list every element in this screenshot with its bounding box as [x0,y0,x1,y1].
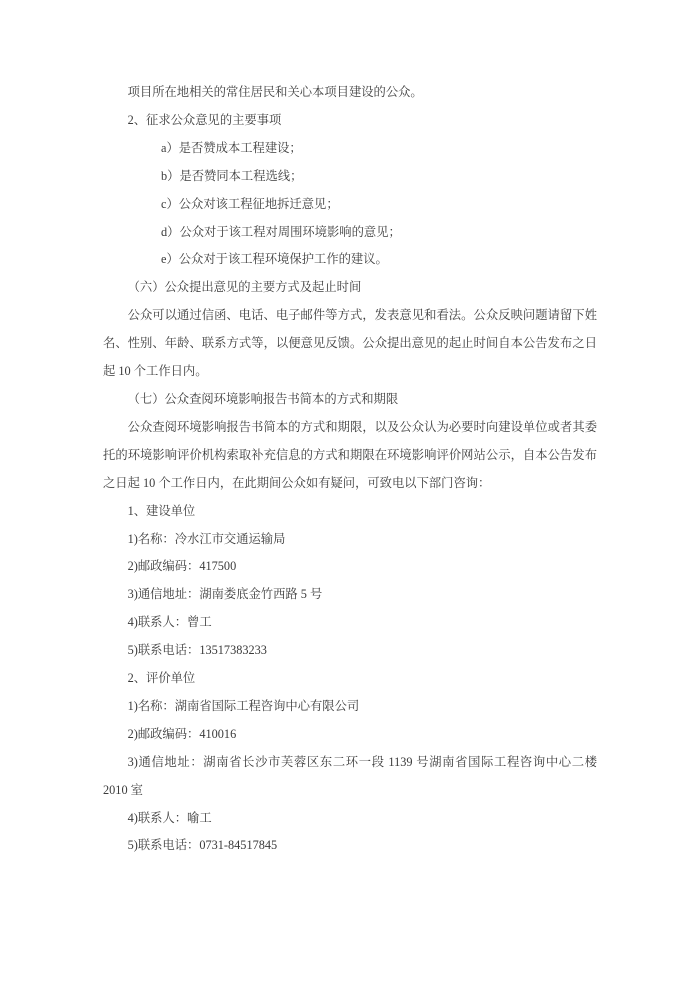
evaluation-unit-phone: 5)联系电话：0731-84517845 [127,838,278,853]
construction-unit-postcode: 2)邮政编码：417500 [127,559,237,574]
construction-unit-phone: 5)联系电话：13517383233 [127,643,267,658]
paragraph-audience: 项目所在地相关的常住居民和关心本项目建设的公众。 [127,85,423,99]
list-item-a: a）是否赞成本工程建设； [161,140,302,155]
evaluation-unit-name: 1)名称：湖南省国际工程咨询中心有限公司 [127,698,360,713]
evaluation-unit-address: 3)通信地址：湖南省长沙市芙蓉区东二环一段 1139 号湖南省国际工程咨询中心二楼 2010 室 [103,754,597,797]
list-item-b: b）是否赞同本工程选线； [161,168,303,183]
heading-main-items: 2、征求公众意见的主要事项 [127,112,282,127]
paragraph-report-access: 公众查阅环境影响报告书简本的方式和期限，以及公众认为必要时向建设单位或者其委托的环境影响评价机构索取补充信息的方式和期限在环境影响评价网站公示，自本公告发布之日起 10 个工作日内，在此期间公众如有疑问，可致电以下部门咨询： [103,419,597,490]
paragraph-feedback-methods: 公众可以通过信函、电话、电子邮件等方式，发表意见和看法。公众反映问题请留下姓名、性别、年龄、联系方式等，以便意见反馈。公众提出意见的起止时间自本公告发布之日起 10 个工作日内。 [103,308,597,379]
heading-construction-unit: 1、建设单位 [127,503,196,518]
construction-unit-address: 3)通信地址：湖南娄底金竹西路 5 号 [127,587,323,602]
list-item-e: e）公众对于该工程环境保护工作的建议。 [161,252,388,267]
document-text-block [103,79,597,860]
heading-section-6: （六）公众提出意见的主要方式及起止时间 [127,280,362,295]
list-item-c: c）公众对该工程征地拆迁意见； [161,196,339,211]
construction-unit-name: 1)名称：冷水江市交通运输局 [127,531,286,546]
heading-section-7: （七）公众查阅环境影响报告书简本的方式和期限 [127,391,399,406]
list-item-d: d）公众对于该工程对周围环境影响的意见； [161,224,401,239]
construction-unit-contact: 4)联系人：曾工 [127,615,212,630]
evaluation-unit-contact: 4)联系人：喻工 [127,810,212,825]
evaluation-unit-postcode: 2)邮政编码：410016 [127,726,237,741]
heading-evaluation-unit: 2、评价单位 [127,671,196,686]
